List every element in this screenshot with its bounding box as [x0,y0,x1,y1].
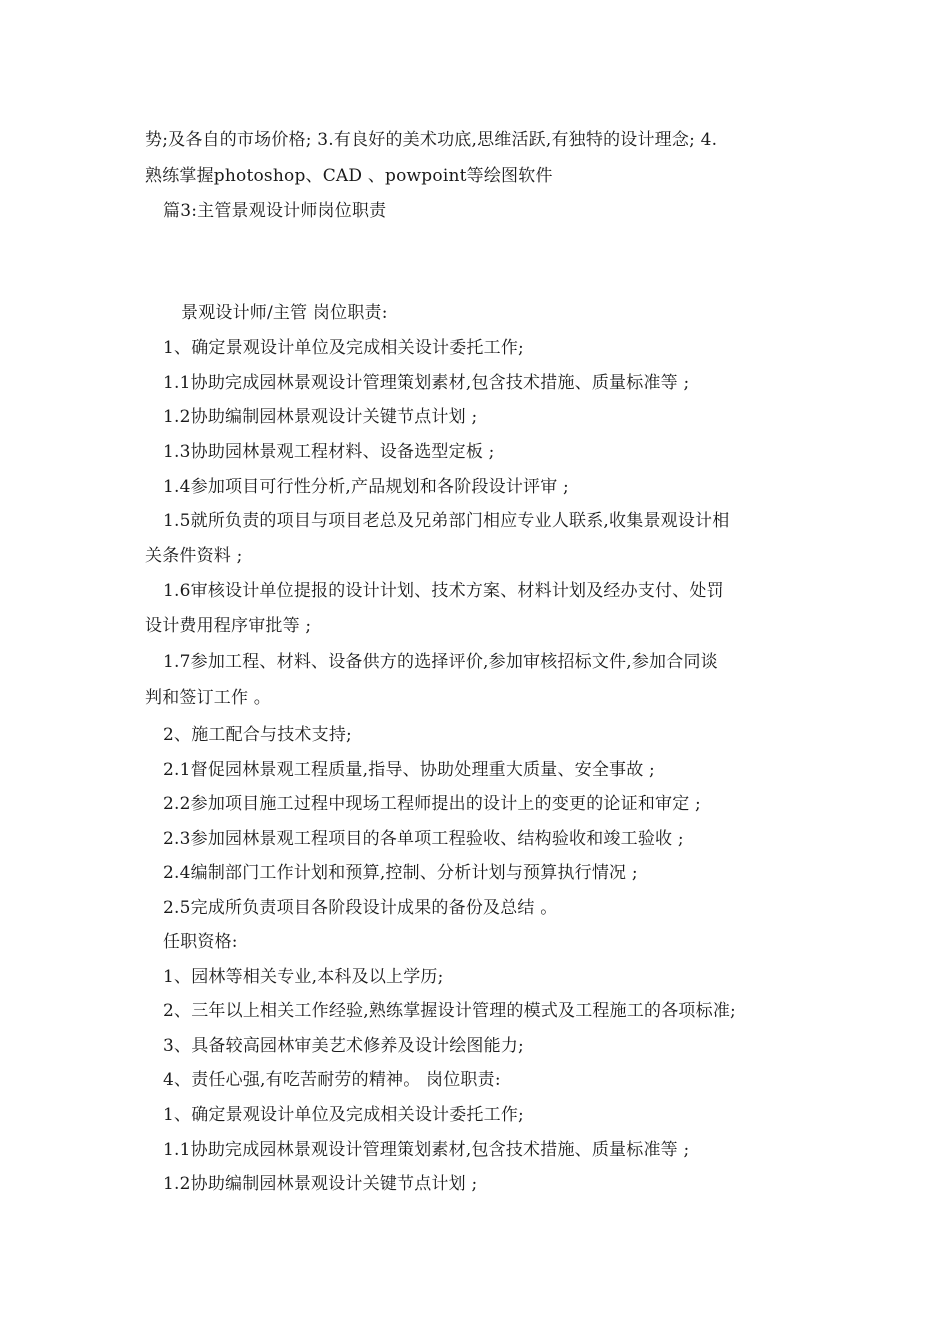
text-line: 设计费用程序审批等 ; [145,616,312,636]
text-line: 2.1督促园林景观工程质量,指导、协助处理重大质量、安全事故 ; [163,760,655,780]
text-line: 1.4参加项目可行性分析,产品规划和各阶段设计评审 ; [163,477,569,497]
text-line: 2.2参加项目施工过程中现场工程师提出的设计上的变更的论证和审定 ; [163,794,701,814]
text-line: 4、责任心强,有吃苦耐劳的精神。 岗位职责: [163,1070,501,1090]
text-line: 熟练掌握photoshop、CAD 、powpoint等绘图软件 [145,166,553,186]
text-line: 1.2协助编制园林景观设计关键节点计划 ; [163,407,478,427]
text-line: 1、确定景观设计单位及完成相关设计委托工作; [163,1105,524,1125]
text-line: 1.1协助完成园林景观设计管理策划素材,包含技术措施、质量标准等 ; [163,373,690,393]
text-line: 1.3协助园林景观工程材料、设备选型定板 ; [163,442,495,462]
sub-heading: 景观设计师/主管 岗位职责: [181,303,388,323]
text-line: 2.3参加园林景观工程项目的各单项工程验收、结构验收和竣工验收 ; [163,829,684,849]
text-line: 3、具备较高园林审美艺术修养及设计绘图能力; [163,1036,524,1056]
text-line: 关条件资料 ; [145,546,243,566]
text-line: 1、确定景观设计单位及完成相关设计委托工作; [163,338,524,358]
text-line: 1、园林等相关专业,本科及以上学历; [163,967,444,987]
text-line: 2、三年以上相关工作经验,熟练掌握设计管理的模式及工程施工的各项标准; [163,1001,736,1021]
section-heading: 篇3:主管景观设计师岗位职责 [163,201,387,221]
text-line: 势;及各自的市场价格; 3.有良好的美术功底,思维活跃,有独特的设计理念; 4. [145,130,718,150]
sub-heading: 任职资格: [163,932,238,952]
text-line: 1.6审核设计单位提报的设计计划、技术方案、材料计划及经办支付、处罚 [163,581,724,601]
text-line: 1.1协助完成园林景观设计管理策划素材,包含技术措施、质量标准等 ; [163,1140,690,1160]
text-line: 2、施工配合与技术支持; [163,725,352,745]
text-line: 1.2协助编制园林景观设计关键节点计划 ; [163,1174,478,1194]
text-line: 1.7参加工程、材料、设备供方的选择评价,参加审核招标文件,参加合同谈 [163,652,718,672]
text-line: 1.5就所负责的项目与项目老总及兄弟部门相应专业人联系,收集景观设计相 [163,511,730,531]
text-line: 2.4编制部门工作计划和预算,控制、分析计划与预算执行情况 ; [163,863,638,883]
text-line: 判和签订工作 。 [145,688,272,708]
text-line: 2.5完成所负责项目各阶段设计成果的备份及总结 。 [163,898,558,918]
